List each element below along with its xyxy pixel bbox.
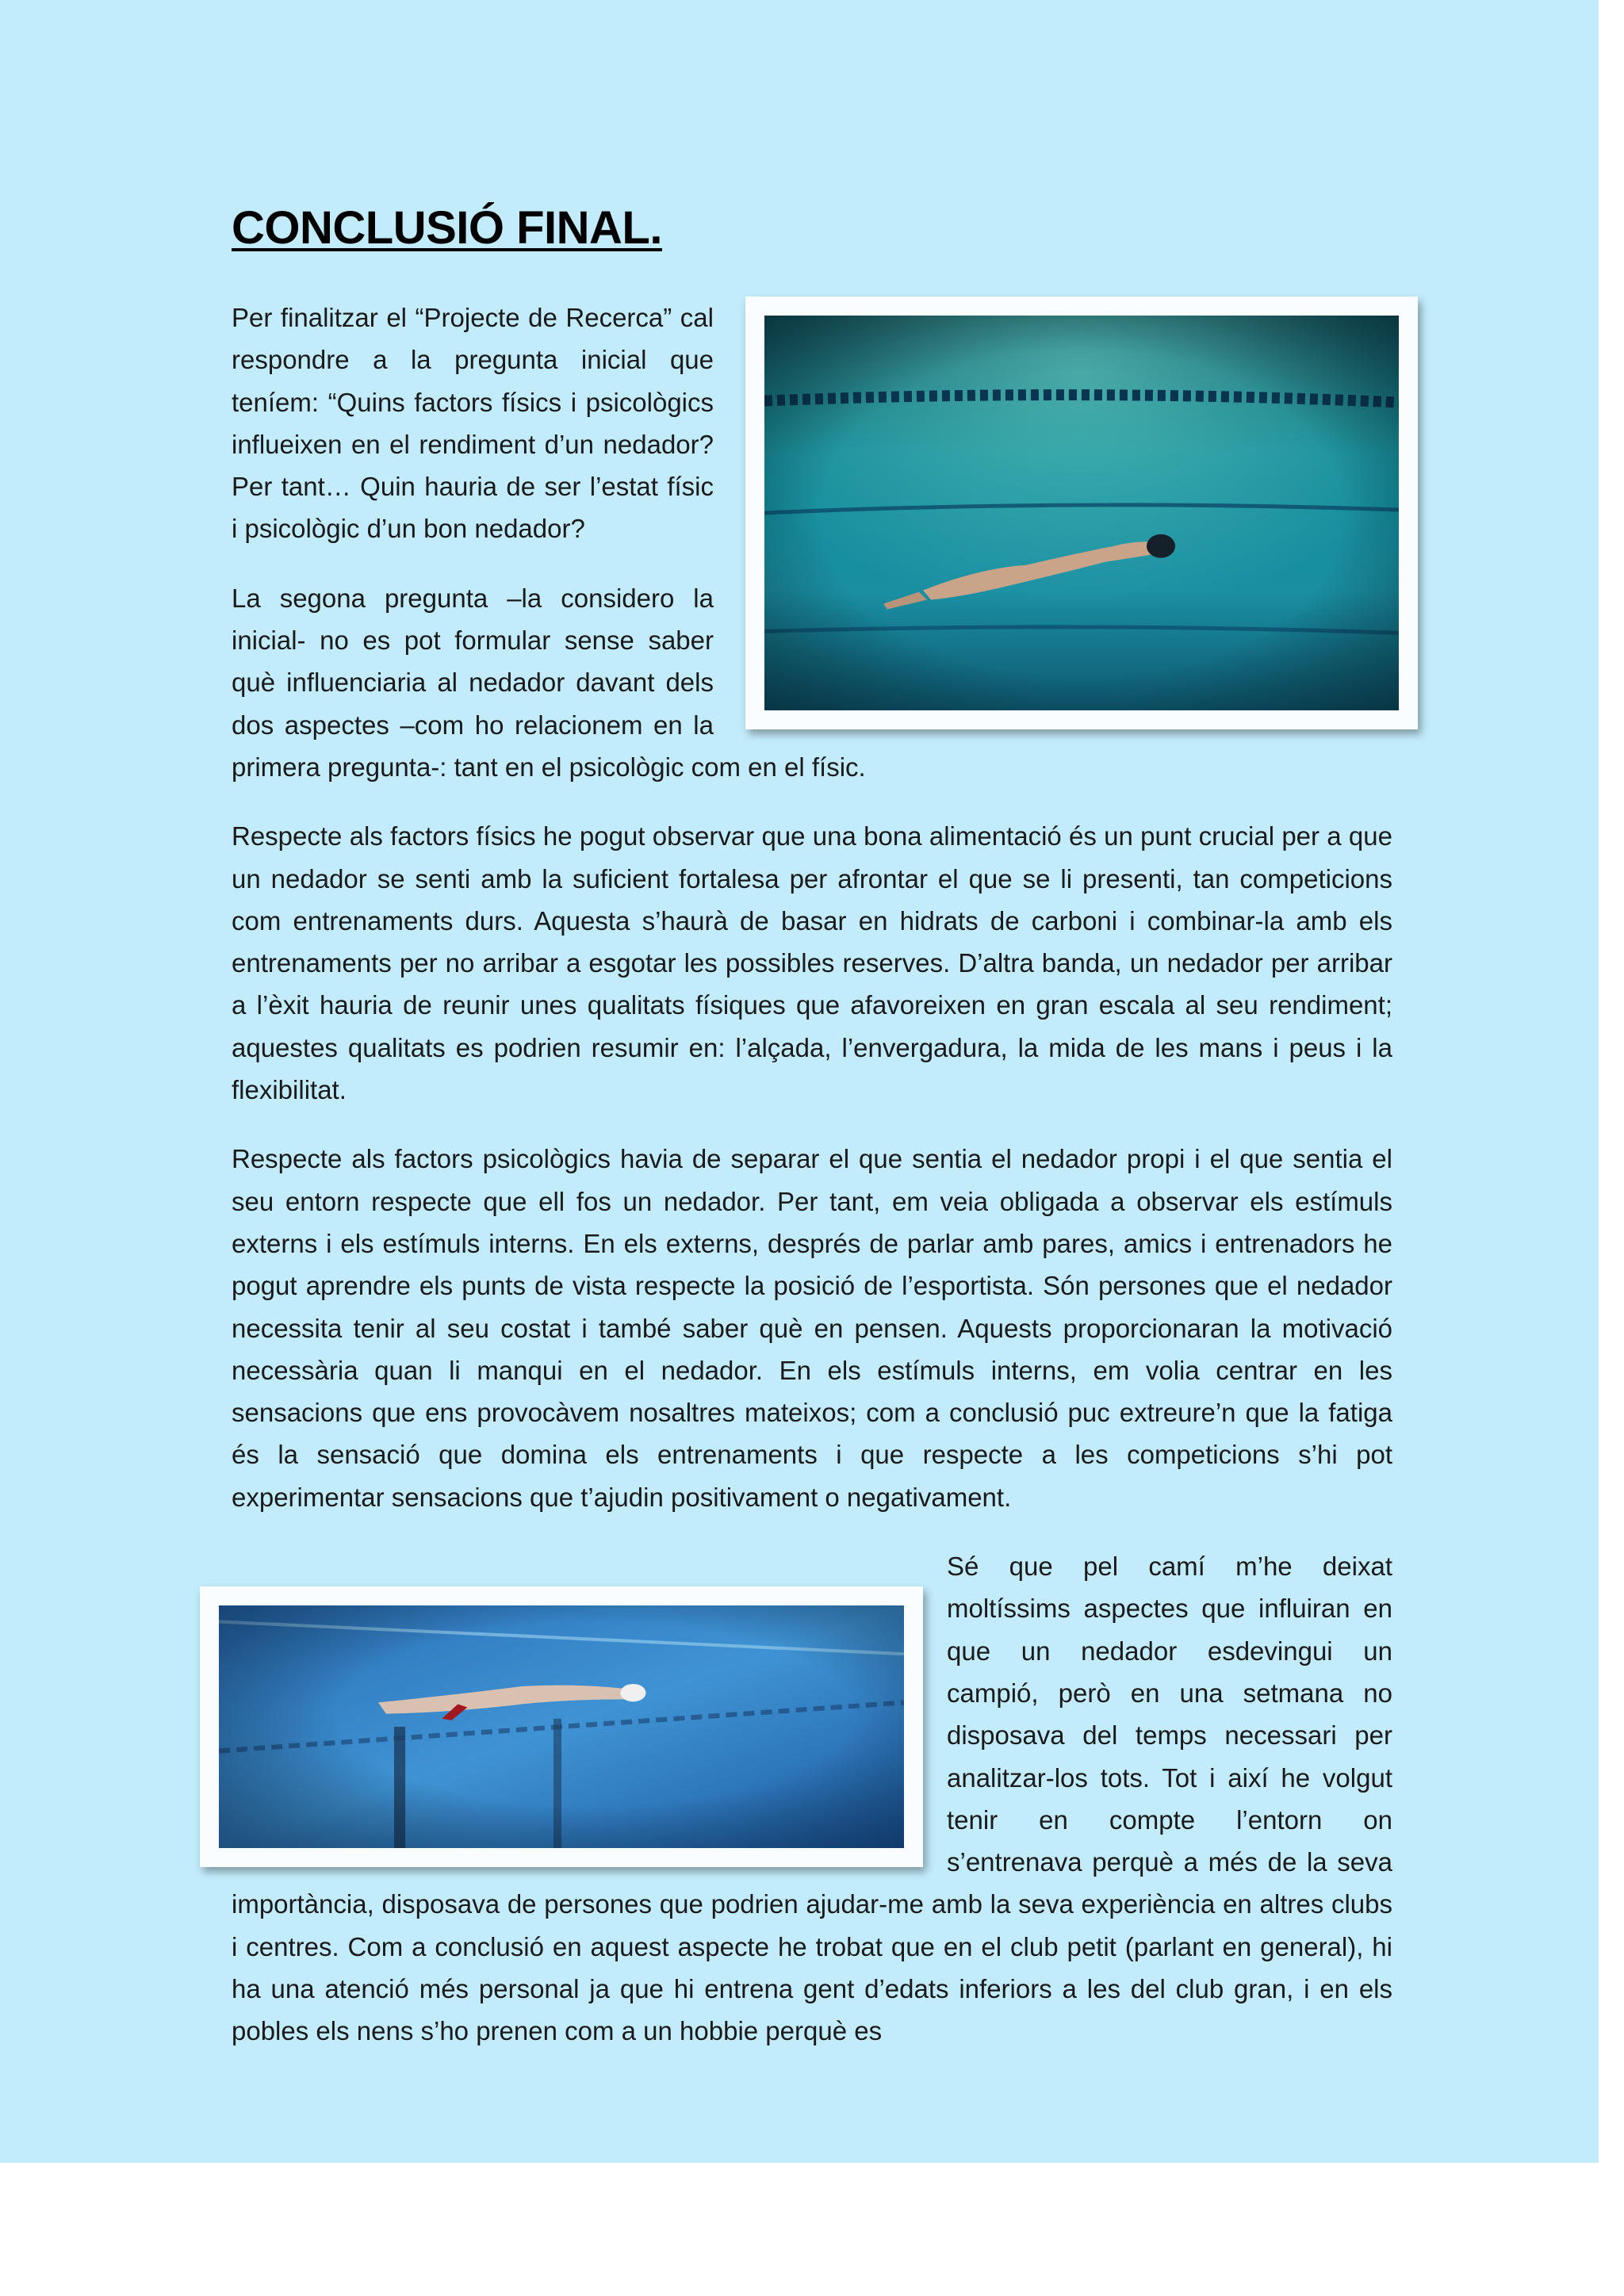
paragraph-5: Sé que pel camí m’he deixat moltíssims aspectes que influiran en que un nedador esdevingui un campió, però en una setmana no disposava del temps necessari per analitzar-los tots. Tot i així he volgut tenir en compte l’entorn on s’entrenava perquè a més de la seva importància, disposava de persones que podrien ajudar-me amb la seva experiència en altres clubs i centres. Com a conclusió en aquest aspecte he trobat que en el club petit (parlant en general), hi ha una atenció més personal ja que hi entrena gent d’edats inferiors a les del club gran, i en els pobles els nens s’ho prenen com a un hobbie perquè es [232,1552,1392,2046]
document-body [232,195,1392,2080]
swimmer-lane-photo [219,1605,904,1848]
paragraph-2: La segona pregunta –la considero la inicial- no es pot formular sense saber què influenciaria al nedador davant dels dos aspectes –com ho relacionem en la primera pregunta-: tant en el psicològic com en el físic. [232,583,866,782]
swimmer-lane-photo-frame [200,1586,923,1867]
paragraph-3: Respecte als factors físics he pogut observar que una bona alimentació és un punt crucial per a que un nedador se senti amb la suficient fortalesa per afrontar el que se li presenti, tan competicions com entrenaments durs. Aquesta s’haurà de basar en hidrats de carboni i combinar-la amb els entrenaments per no arribar a esgotar les possibles reserves. D’altra banda, un nedador per arribar a l’èxit hauria de reunir unes qualitats físiques que afavoreixen en gran escala al seu rendiment; aquestes qualitats es podrien resumir en: l’alçada, l’envergadura, la mida de les mans i peus i la flexibilitat. [232,821,1392,1105]
paragraph-4: Respecte als factors psicològics havia de separar el que sentia el nedador propi i el que sentia el seu entorn respecte que ell fos un nedador. Per tant, em veia obligada a observar els estímuls externs i els estímuls interns. En els externs, després de parlar amb pares, amics i entrenadors he pogut aprendre els punts de vista respecte la posició de l’esportista. Són persones que el nedador necessita tenir al seu costat i també saber què en pensen. Aquests proporcionaran la motivació necessària quan li manqui en el nedador. En els estímuls interns, em volia centrar en les sensacions que ens provocàvem nosaltres mateixos; com a conclusió puc extreure’n que la fatiga és la sensació que domina els entrenaments i que respecte a les competicions s’hi pot experimentar sensacions que t’ajudin positivament o negativament. [232,1144,1392,1512]
swimmer-underwater-photo-frame [745,297,1418,729]
page-title: CONCLUSIÓ FINAL. [232,202,662,254]
paragraph-1: Per finalitzar el “Projecte de Recerca” cal respondre a la pregunta inicial que teníem: “Quins factors físics i psicològics influeixen en el rendiment d’un nedador? Per tant… Quin hauria de ser l’estat físic i psicològic d’un bon nedador? [232,303,714,544]
swimmer-underwater-photo [764,316,1399,710]
